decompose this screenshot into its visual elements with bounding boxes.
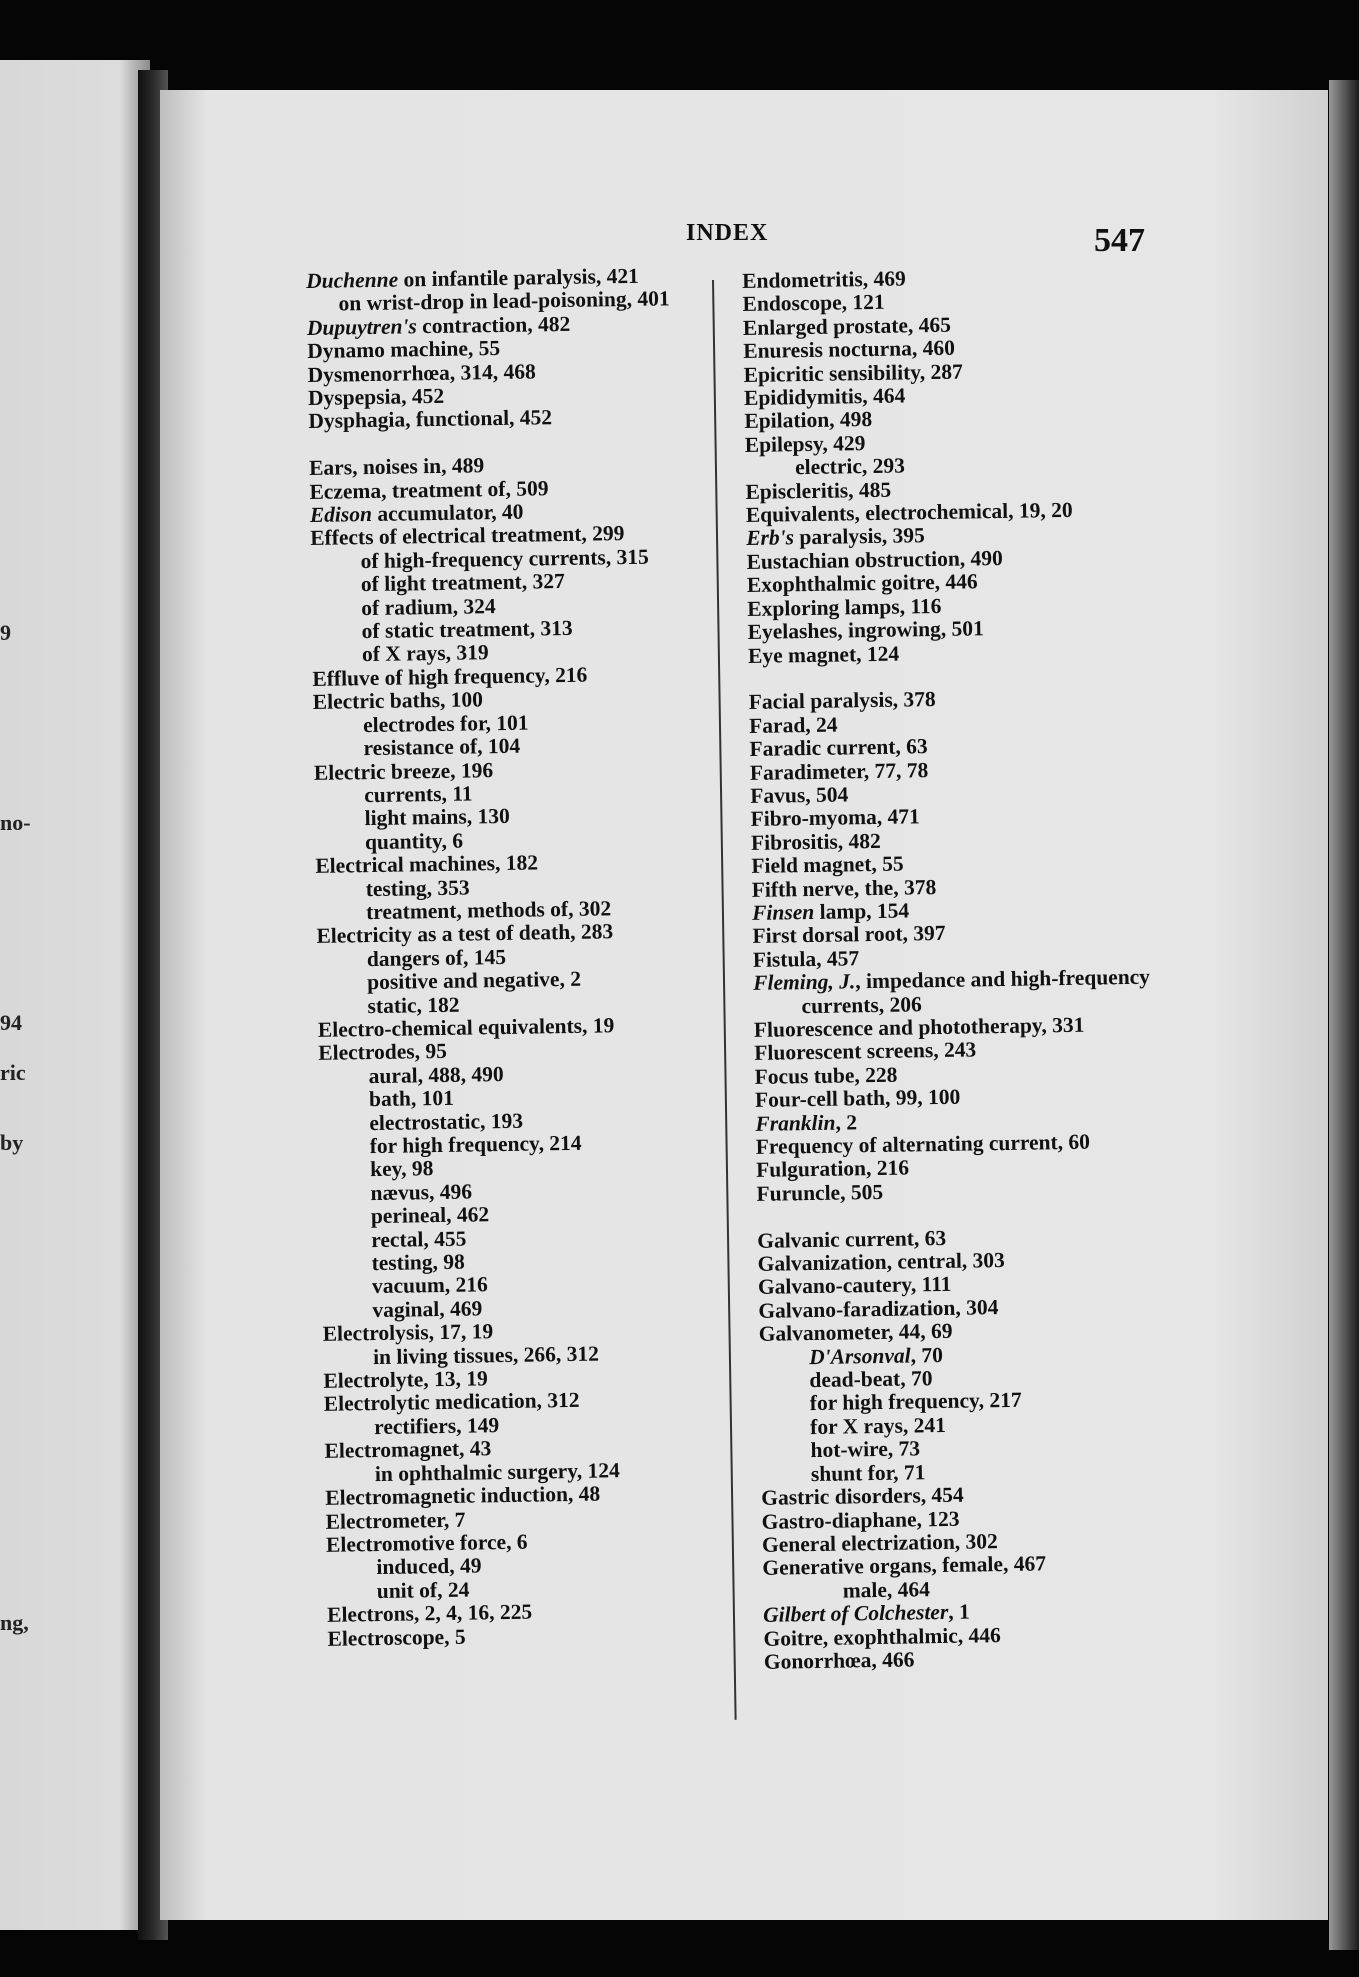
facing-page-fragment: ng, (0, 1610, 29, 1635)
index-entry-text: Endometritis, 469 (741, 266, 906, 293)
index-entry-text: Equivalents, electrochemical, 19, 20 (745, 497, 1073, 528)
index-entry-text: Galvano-cautery, 111 (757, 1272, 952, 1300)
index-entry-text: Electroscope, 5 (327, 1624, 466, 1651)
index-entry-text: for X rays, 241 (809, 1412, 947, 1439)
index-entry-text: testing, 353 (365, 875, 470, 901)
index-entry-text: electrodes for, 101 (362, 710, 529, 737)
index-entry-text: rectal, 455 (371, 1226, 467, 1252)
index-entry-text: Electrometer, 7 (325, 1507, 466, 1534)
index-entry-text: Gastric disorders, 454 (761, 1482, 964, 1510)
index-entry-text: shunt for, 71 (810, 1459, 926, 1486)
index-entry-text: Gastro-diaphane, 123 (761, 1506, 960, 1534)
index-entry-text: Enlarged prostate, 465 (742, 312, 952, 340)
index-entry-text: Field magnet, 55 (751, 851, 904, 879)
index-entry-text: Fluorescent screens, 243 (754, 1037, 977, 1066)
index-entry-text: , 1 (948, 1599, 970, 1625)
index-entry-text: Dysmenorrhœa, 314, 468 (307, 359, 536, 387)
index-entry-text: positive and negative, 2 (367, 966, 582, 995)
page-edge (1329, 80, 1359, 1950)
index-entry-text: , impedance and high-frequency currents, 206 (801, 964, 1151, 1018)
facing-page-fragment: 9 (0, 620, 11, 645)
index-entry-text: Epilation, 498 (744, 407, 873, 434)
index-entry-text: in ophthalmic surgery, 124 (374, 1457, 620, 1486)
index-entry-text: Dynamo machine, 55 (307, 336, 501, 364)
index-entry-text: Electrons, 2, 4, 16, 225 (326, 1599, 533, 1627)
index-entry-text: currents, 11 (364, 781, 473, 808)
index-entry-heading: Gilbert of Colchester (762, 1600, 949, 1627)
index-entry-text: , 70 (910, 1342, 944, 1368)
index-entry-text: Fistula, 457 (752, 946, 860, 972)
index-entry-text: key, 98 (369, 1156, 434, 1182)
index-entry-text: induced, 49 (376, 1553, 482, 1580)
index-entry-text: Faradic current, 63 (749, 734, 928, 762)
index-entry-text: for high frequency, 214 (369, 1130, 582, 1159)
index-entry-text: of X rays, 319 (361, 640, 489, 667)
index-entry-text: Focus tube, 228 (754, 1062, 898, 1089)
index-entry-text: General electrization, 302 (761, 1529, 999, 1557)
index-entry-heading: Edison (309, 502, 373, 528)
index-entry (753, 966, 1164, 1019)
index-entry-text: Electromagnet, 43 (324, 1436, 492, 1464)
index-entry-text: unit of, 24 (376, 1577, 470, 1603)
index-entry-text: Farad, 24 (748, 712, 838, 738)
index-entry-text: Frequency of alternating current, 60 (755, 1129, 1091, 1159)
index-entry-text: Generative organs, female, 467 (762, 1551, 1047, 1581)
index-entry-text: Galvanization, central, 303 (757, 1248, 1006, 1276)
index-entry-text: paralysis, 395 (799, 523, 926, 550)
index-entry-text: bath, 101 (368, 1085, 455, 1112)
index-entry-text: Four-cell bath, 99, 100 (754, 1084, 961, 1113)
facing-page (0, 60, 150, 1930)
index-entry-text: Gonorrhœa, 466 (763, 1647, 915, 1674)
index-entry-text: Dyspepsia, 452 (307, 383, 445, 411)
facing-page-fragment: ric (0, 1060, 26, 1085)
index-entry-text: Faradimeter, 77, 78 (749, 757, 929, 785)
index-entry-text: Fibrositis, 482 (750, 828, 881, 855)
index-entry-text: Fluorescence and phototherapy, 331 (753, 1012, 1085, 1042)
index-entry-text: Effects of electrical treatment, 299 (310, 521, 625, 551)
index-entry-text: contraction, 482 (422, 311, 571, 338)
index-entry-text: Ears, noises in, 489 (308, 453, 485, 481)
index-entry-text: of high-frequency currents, 315 (360, 544, 649, 574)
index-entry-text: Goitre, exophthalmic, 446 (763, 1622, 1001, 1651)
index-entry-text: Galvanometer, 44, 69 (758, 1319, 953, 1347)
index-entry-text: Electric baths, 100 (312, 687, 484, 715)
facing-page-fragment: 94 (0, 1010, 22, 1035)
index-entry-text: male, 464 (842, 1576, 931, 1603)
index-entry-text: Facial paralysis, 378 (748, 687, 936, 715)
index-entry-text: resistance of, 104 (363, 733, 521, 761)
index-entry-heading: Duchenne (305, 267, 399, 293)
index-entry-text: on wrist-drop in lead-poisoning, 401 (338, 286, 670, 316)
index-entry-text: Fifth nerve, the, 378 (751, 874, 937, 902)
index-entry-text: nævus, 496 (370, 1179, 473, 1205)
index-entry-text: quantity, 6 (364, 828, 464, 854)
index-entry-text: dangers of, 145 (366, 944, 507, 971)
index-entry-text: of static treatment, 313 (361, 615, 573, 644)
index-entry-text: Furuncle, 505 (756, 1179, 884, 1206)
index-entry-heading: Dupuytren's (306, 314, 418, 340)
index-entry-text: Dysphagia, functional, 452 (308, 405, 553, 434)
index-entry-text: Galvano-faradization, 304 (758, 1294, 999, 1323)
index-entry-text: perineal, 462 (370, 1202, 490, 1229)
index-entry-text: Exophthalmic goitre, 446 (746, 569, 978, 598)
index-entry-text: Endoscope, 121 (742, 290, 885, 317)
index-entry-text: Epicritic sensibility, 287 (743, 359, 964, 387)
index-column-right (742, 264, 1174, 1675)
index-entry-text: static, 182 (367, 992, 460, 1018)
index-entry-text: on infantile paralysis, 421 (403, 263, 640, 292)
index-entry-text: hot-wire, 73 (810, 1436, 921, 1463)
index-entry-text: Epilepsy, 429 (744, 430, 866, 457)
index-entry-text: vaginal, 469 (372, 1296, 483, 1322)
index-entry-text: Electricity as a test of death, 283 (316, 919, 614, 949)
index-entry-text: for high frequency, 217 (809, 1388, 1022, 1416)
index-entry-text: rectifiers, 149 (373, 1413, 500, 1439)
index-entry-heading: Erb's (746, 525, 795, 551)
index-entry-text: Eustachian obstruction, 490 (746, 545, 1003, 574)
index-entry-text: Exploring lamps, 116 (747, 593, 942, 621)
index-entry-text: of radium, 324 (361, 593, 496, 620)
index-entry-text: testing, 98 (371, 1249, 465, 1276)
index-entry-heading: Fleming, J. (753, 969, 856, 996)
facing-page-fragment: no- (0, 810, 31, 835)
index-entry-text: Favus, 504 (750, 782, 849, 808)
index-entry-text: Electromotive force, 6 (325, 1529, 528, 1557)
index-entry-text: First dorsal root, 397 (752, 921, 946, 949)
index-entry-text: , 2 (835, 1109, 858, 1135)
page-title: INDEX (686, 220, 769, 246)
index-entry-text: Electrolyte, 13, 19 (323, 1366, 489, 1393)
page-number: 547 (1094, 222, 1145, 259)
index-entry-text: in living tissues, 266, 312 (372, 1341, 600, 1369)
index-entry-text: lamp, 154 (819, 898, 910, 924)
index-entry-text: Enuresis nocturna, 460 (743, 335, 956, 364)
facing-page-fragment: by (0, 1130, 24, 1155)
index-entry-text: Galvanic current, 63 (757, 1225, 947, 1253)
index-entry-text: Eyelashes, ingrowing, 501 (747, 616, 984, 645)
index-entry-text: Electrolytic medication, 312 (323, 1388, 580, 1417)
index-entry-text: electrostatic, 193 (369, 1108, 524, 1135)
index-entry-text: vacuum, 216 (371, 1272, 489, 1299)
index-entry-text: light mains, 130 (364, 804, 510, 831)
index-entry-text: of light treatment, 327 (360, 569, 565, 597)
index-entry-text: Electric breeze, 196 (313, 757, 494, 785)
index-entry-text: Electrical machines, 182 (315, 850, 539, 879)
index-entry-text: Electrodes, 95 (318, 1039, 448, 1066)
index-entry-text: Eczema, treatment of, 509 (309, 475, 549, 504)
index-entry-heading: Finsen (751, 899, 815, 925)
index-entry-text: aural, 488, 490 (368, 1061, 504, 1088)
index-entry-text: Electromagnetic induction, 48 (325, 1481, 601, 1510)
index-entry-text: Electro-chemical equivalents, 19 (317, 1013, 615, 1042)
index-entry-text: Effluve of high frequency, 216 (312, 662, 588, 691)
index-entry-text: treatment, methods of, 302 (365, 896, 612, 925)
index-entry-text: Eye magnet, 124 (747, 641, 900, 668)
index-entry-text: Fibro-myoma, 471 (750, 804, 920, 832)
index-entry-text: electric, 293 (794, 453, 906, 480)
index-entry-heading: D'Arsonval (808, 1343, 911, 1369)
index-entry-text: Epididymitis, 464 (743, 383, 906, 411)
index-entry-heading: Franklin (755, 1110, 836, 1136)
index-entry-text: Episcleritis, 485 (745, 477, 892, 504)
index-entry-text: dead-beat, 70 (809, 1366, 933, 1393)
index-entry-text: Fulguration, 216 (755, 1155, 910, 1183)
index-column-left (306, 264, 728, 1651)
index-entry-text: accumulator, 40 (377, 499, 524, 526)
index-entry-text: Electrolysis, 17, 19 (322, 1319, 494, 1347)
